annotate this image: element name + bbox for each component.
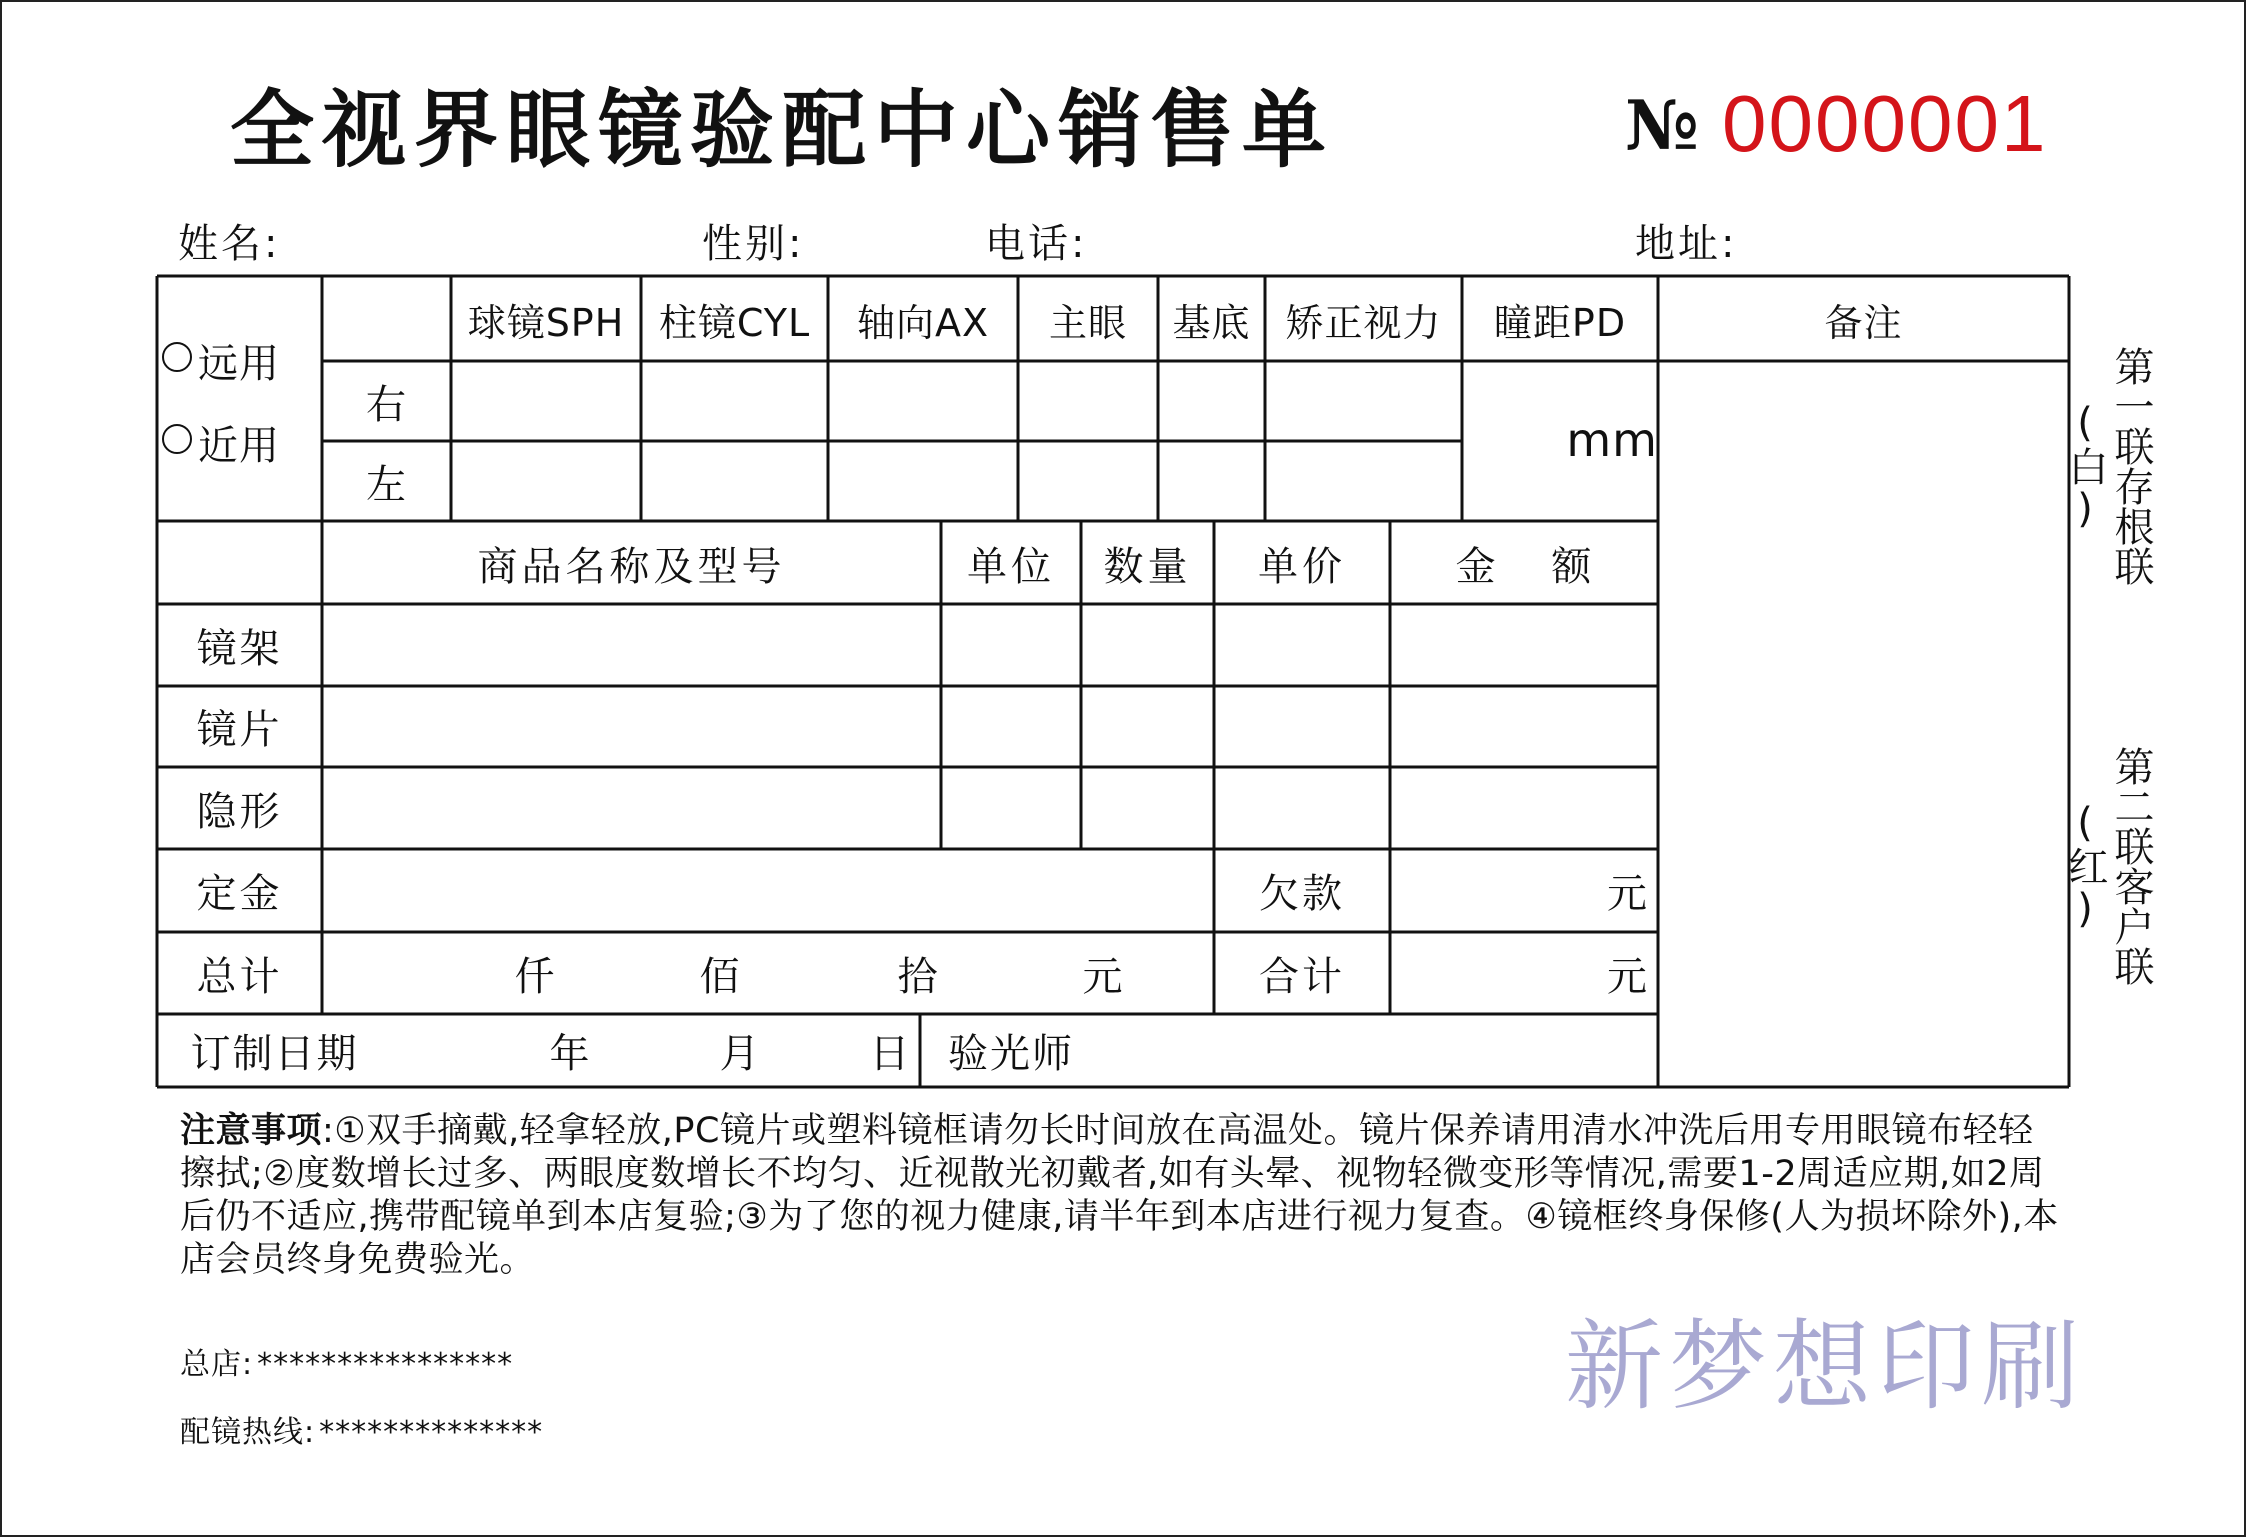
hundreds-unit: 佰 [699, 953, 741, 1000]
notes-text: :①双手摘戴,轻拿轻放,PC镜片或塑料镜框请勿长时间放在高温处。镜片保养请用清水冲洗后用专用眼镜布轻轻擦拭;②度数增长过多、两眼度数增长不均匀、近视散光初戴者,如有头晕、视物轻微变形等情况,需要1-2周适应期,如2周后仍不适应,携带配镜单到本店复验;③为了您的视力健康,请半年到本店进行视力复查。④镜框终身保修(人为损坏除外),本店会员终身免费验光。 [180, 1111, 2059, 1280]
sum-label: 合计 [1259, 953, 1345, 1000]
right-eye-label: 右 [366, 381, 407, 428]
sum-yuan-unit: 元 [1607, 953, 1648, 1000]
owed-label: 欠款 [1259, 871, 1345, 917]
unit-price-header: 单价 [1258, 544, 1346, 590]
head-office-label: 总店: [180, 1347, 254, 1382]
serial-number: 0000001 [1722, 79, 2048, 168]
lens-row-label: 镜片 [196, 707, 283, 753]
month-label: 月 [719, 1031, 761, 1077]
total-label: 总计 [196, 953, 283, 1000]
product-name-header: 商品名称及型号 [477, 544, 786, 590]
unit-header: 单位 [967, 544, 1055, 590]
notes-heading: 注意事项 [180, 1111, 323, 1151]
radio-circle-icon [162, 342, 192, 372]
pd-header: 瞳距PD [1493, 300, 1627, 345]
year-label: 年 [549, 1031, 591, 1077]
cyl-header: 柱镜CYL [658, 300, 811, 345]
first-copy-label: 第一联存根联(白) [2062, 346, 2154, 586]
thousands-unit: 仟 [514, 953, 556, 1000]
name-label: 姓名: [178, 221, 281, 267]
quantity-header: 数量 [1103, 544, 1192, 590]
day-label: 日 [869, 1031, 911, 1077]
printer-watermark: 新梦想印刷 [1565, 1310, 2086, 1424]
axis-header: 轴向AX [856, 300, 990, 345]
hotline-value: ************** [319, 1415, 544, 1450]
sph-header: 球镜SPH [467, 300, 625, 345]
care-notes [180, 1110, 2060, 1282]
base-header: 基底 [1172, 300, 1251, 345]
head-office-line [180, 1347, 514, 1382]
near-use-option[interactable]: 近用 [162, 412, 318, 472]
owed-yuan-unit: 元 [1607, 871, 1648, 917]
dominant-eye-header: 主眼 [1048, 300, 1127, 345]
number-prefix: № [1625, 86, 1699, 166]
phone-label: 电话: [985, 221, 1088, 267]
second-copy-label: 第二联客户联(红) [2062, 746, 2154, 986]
form-title: 全视界眼镜验配中心销售单 [230, 80, 1335, 179]
order-date-label: 订制日期 [190, 1031, 359, 1077]
frame-row-label: 镜架 [196, 625, 283, 672]
hotline-label: 配镜热线: [180, 1415, 316, 1450]
contact-lens-row-label: 隐形 [196, 788, 283, 835]
left-eye-label: 左 [366, 461, 407, 508]
remarks-header: 备注 [1824, 300, 1903, 345]
corrected-vision-header: 矫正视力 [1285, 300, 1442, 345]
optometrist-label: 验光师 [948, 1031, 1074, 1077]
pd-unit: mm [1566, 413, 1658, 467]
head-office-value: **************** [257, 1347, 514, 1382]
deposit-label: 定金 [196, 871, 283, 917]
hotline-line [180, 1415, 544, 1450]
address-label: 地址: [1635, 221, 1738, 267]
radio-circle-icon [162, 424, 192, 454]
tens-unit: 拾 [897, 953, 939, 1000]
amount-header: 金 额 [1455, 544, 1593, 590]
total-yuan-unit: 元 [1082, 953, 1124, 1000]
far-use-option[interactable]: 远用 [162, 330, 318, 390]
gender-label: 性别: [702, 221, 805, 267]
